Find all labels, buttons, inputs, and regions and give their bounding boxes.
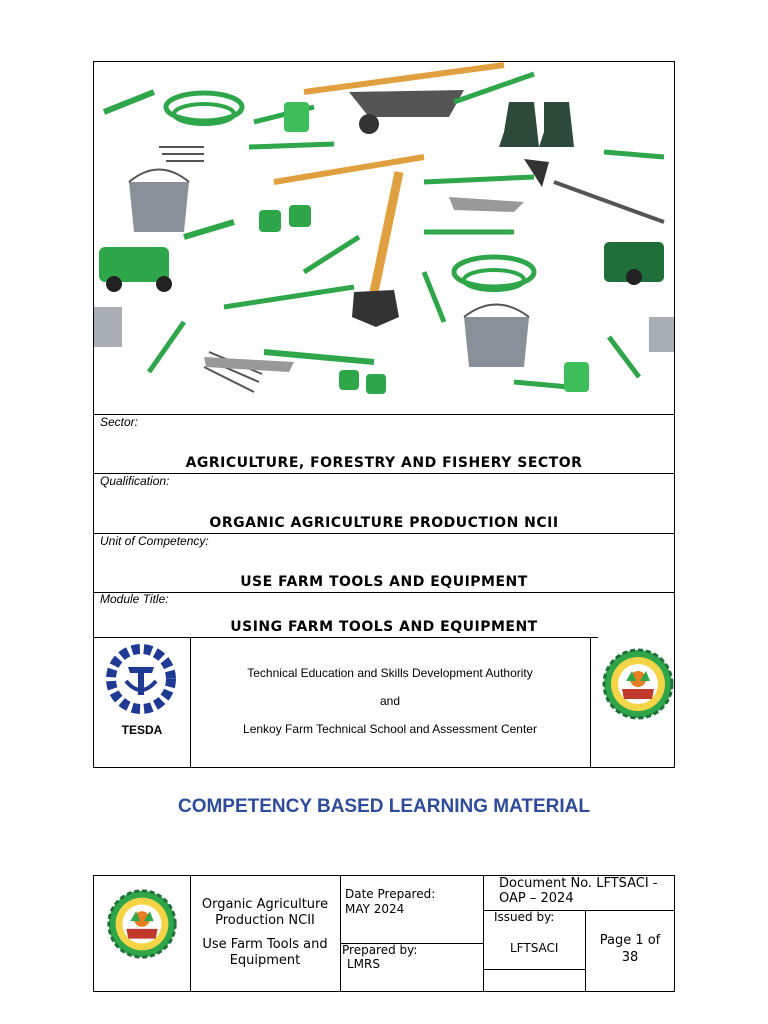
footer-table bbox=[93, 875, 675, 992]
footer-date-cell bbox=[340, 876, 484, 991]
footer-qual-line-1: Organic Agriculture bbox=[201, 897, 329, 912]
tesda-cell bbox=[94, 637, 191, 767]
sector-value: AGRICULTURE, FORESTRY AND FISHERY SECTOR bbox=[185, 455, 583, 471]
footer-uoc-line-2: Equipment bbox=[229, 953, 301, 968]
footer-seal-icon bbox=[104, 882, 180, 966]
tesda-logo-icon bbox=[102, 641, 180, 717]
authority-line-2: and bbox=[379, 694, 401, 708]
issued-by-value: LFTSACI bbox=[510, 941, 559, 955]
footer-qualification-cell bbox=[190, 876, 341, 991]
authority-line-3: Lenkoy Farm Technical School and Assessment Center bbox=[243, 722, 537, 736]
issued-by-label: Issued by: bbox=[494, 910, 555, 924]
sector-row bbox=[93, 414, 675, 474]
module-label: Module Title: bbox=[100, 592, 169, 606]
qualification-row bbox=[93, 473, 675, 534]
farm-tools-illustration bbox=[94, 62, 674, 414]
issued-divider bbox=[483, 969, 585, 970]
unit-value: USE FARM TOOLS AND EQUIPMENT bbox=[240, 574, 528, 590]
prepared-by-value: LMRS bbox=[347, 957, 380, 971]
unit-row bbox=[93, 533, 675, 593]
page-number-line-2: 38 bbox=[621, 950, 639, 965]
prepared-by-label: Prepared by: bbox=[342, 943, 418, 957]
tesda-label: TESDA bbox=[121, 723, 163, 737]
date-prepared-value: MAY 2024 bbox=[345, 902, 405, 916]
farm-tools-image bbox=[93, 61, 675, 415]
footer-doc-cell bbox=[483, 876, 674, 991]
document-number-line-2: OAP – 2024 bbox=[499, 891, 574, 906]
date-prepared-label: Date Prepared: bbox=[345, 887, 436, 901]
document-number-line-1: Document No. LFTSACI - bbox=[499, 876, 658, 891]
qualification-label: Qualification: bbox=[100, 474, 170, 488]
authority-line-1: Technical Education and Skills Development Authority bbox=[247, 666, 533, 680]
school-seal-icon bbox=[602, 641, 674, 727]
qualification-value: ORGANIC AGRICULTURE PRODUCTION NCII bbox=[209, 515, 559, 531]
footer-seal-cell bbox=[94, 876, 191, 991]
footer-qual-line-2: Production NCII bbox=[215, 913, 315, 928]
sector-label: Sector: bbox=[100, 415, 139, 429]
page-number-line-1: Page 1 of bbox=[599, 933, 661, 948]
module-row bbox=[93, 592, 675, 638]
module-value: USING FARM TOOLS AND EQUIPMENT bbox=[230, 619, 538, 635]
unit-label: Unit of Competency: bbox=[100, 534, 209, 548]
authority-text-cell bbox=[190, 637, 591, 767]
authority-block bbox=[93, 637, 675, 768]
footer-uoc-line-1: Use Farm Tools and bbox=[202, 937, 328, 952]
main-title: COMPETENCY BASED LEARNING MATERIAL bbox=[177, 796, 591, 817]
